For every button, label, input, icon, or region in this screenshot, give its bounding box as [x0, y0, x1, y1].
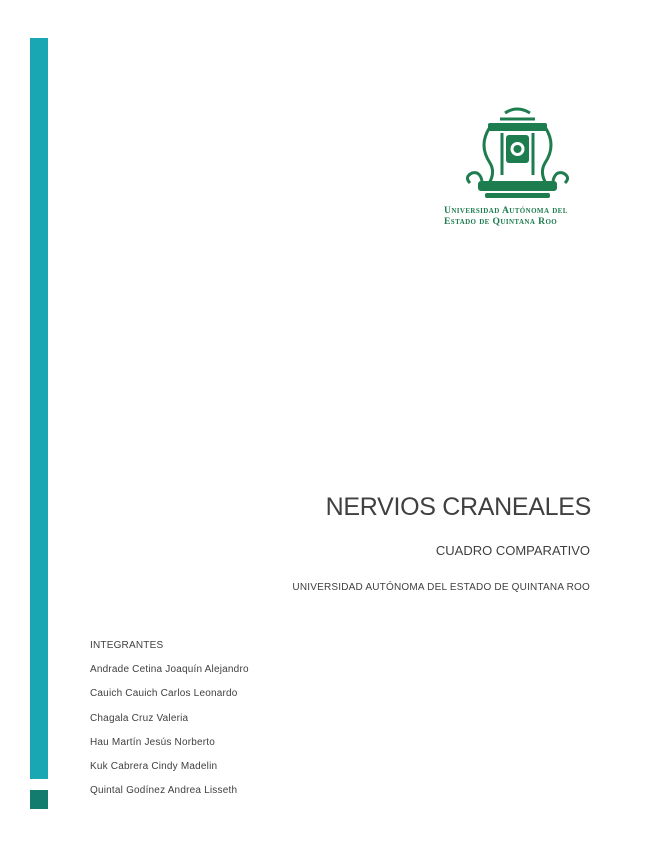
member-name: Cauich Cauich Carlos Leonardo	[90, 688, 238, 700]
member-name: Kuk Cabrera Cindy Madelin	[90, 761, 218, 773]
member-name: Quintal Godínez Andrea Lisseth	[90, 785, 238, 797]
document-subtitle: CUADRO COMPARATIVO	[435, 543, 590, 558]
side-accent-bar	[30, 38, 48, 779]
logo-text-line-2: Estado de Quintana Roo	[444, 215, 558, 227]
member-name: Andrade Cetina Joaquín Alejandro	[90, 664, 249, 675]
side-accent-square	[30, 790, 48, 809]
logo-text-line-1: Universidad Autónoma del	[444, 205, 568, 216]
member-name: Chagala Cruz Valeria	[90, 712, 189, 724]
institution-name: UNIVERSIDAD AUTÓNOMA DEL ESTADO DE QUINTANA ROO	[292, 582, 590, 593]
university-logo-text	[444, 206, 604, 227]
document-title: NERVIOS CRANEALES	[325, 493, 591, 521]
university-crest-logo	[460, 105, 575, 205]
member-name: Hau Martín Jesús Norberto	[90, 736, 216, 748]
members-heading: INTEGRANTES	[90, 640, 164, 651]
members-section	[90, 640, 249, 810]
